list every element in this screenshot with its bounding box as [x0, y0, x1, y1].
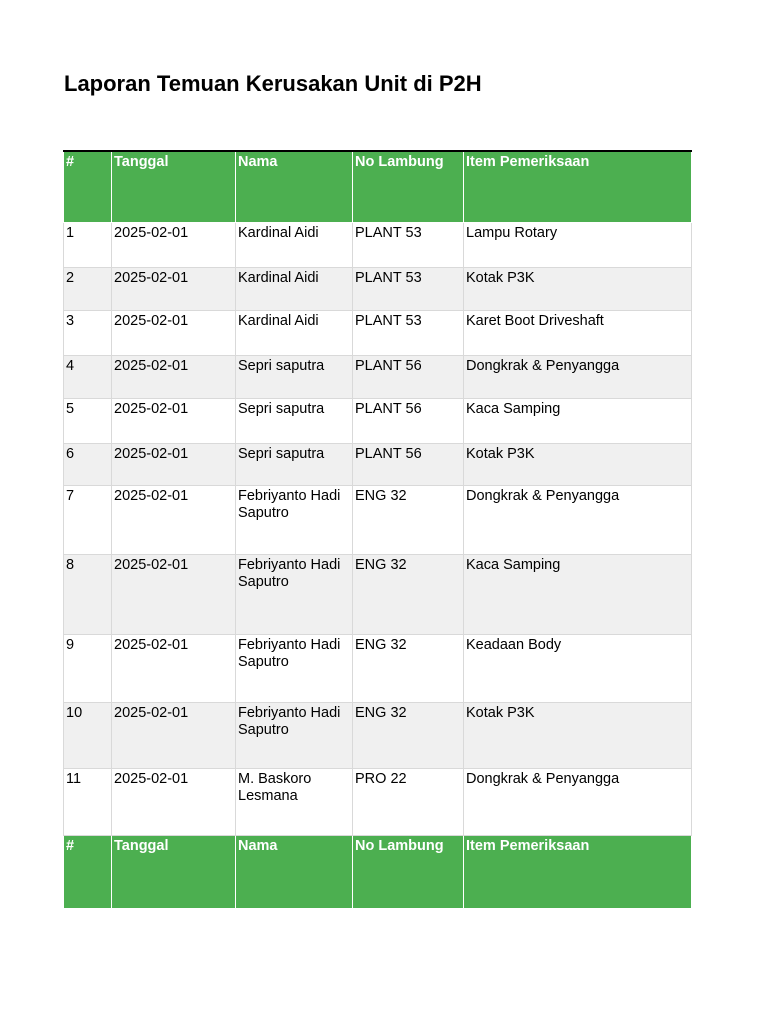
cell-no-lambung: PLANT 56 — [353, 355, 464, 398]
cell-item-pemeriksaan: Karet Boot Driveshaft — [464, 310, 692, 355]
cell-number: 8 — [64, 554, 112, 634]
table-row — [64, 702, 692, 768]
cell-tanggal: 2025-02-01 — [112, 702, 236, 768]
cell-tanggal: 2025-02-01 — [112, 634, 236, 702]
cell-nama: Febriyanto Hadi Saputro — [236, 485, 353, 554]
cell-nama: Febriyanto Hadi Saputro — [236, 702, 353, 768]
cell-item-pemeriksaan: Dongkrak & Penyangga — [464, 485, 692, 554]
cell-number: 7 — [64, 485, 112, 554]
cell-tanggal: 2025-02-01 — [112, 310, 236, 355]
cell-number: 6 — [64, 443, 112, 485]
cell-number: 2 — [64, 267, 112, 310]
cell-number: 10 — [64, 702, 112, 768]
cell-number: 5 — [64, 398, 112, 443]
cell-tanggal: 2025-02-01 — [112, 485, 236, 554]
cell-item-pemeriksaan: Kotak P3K — [464, 443, 692, 485]
cell-nama: Kardinal Aidi — [236, 222, 353, 267]
cell-number: 1 — [64, 222, 112, 267]
cell-nama: Kardinal Aidi — [236, 310, 353, 355]
table-row — [64, 267, 692, 310]
footer-item-pemeriksaan: Item Pemeriksaan — [464, 835, 692, 908]
cell-tanggal: 2025-02-01 — [112, 222, 236, 267]
cell-tanggal: 2025-02-01 — [112, 443, 236, 485]
cell-item-pemeriksaan: Kotak P3K — [464, 702, 692, 768]
header-item-pemeriksaan: Item Pemeriksaan — [464, 151, 692, 222]
cell-item-pemeriksaan: Kaca Samping — [464, 554, 692, 634]
cell-number: 3 — [64, 310, 112, 355]
header-nama: Nama — [236, 151, 353, 222]
cell-nama: Sepri saputra — [236, 355, 353, 398]
table-footer-row — [64, 835, 692, 908]
cell-nama: Kardinal Aidi — [236, 267, 353, 310]
cell-nama: Sepri saputra — [236, 443, 353, 485]
cell-no-lambung: ENG 32 — [353, 634, 464, 702]
footer-nama: Nama — [236, 835, 353, 908]
cell-nama: Febriyanto Hadi Saputro — [236, 634, 353, 702]
cell-number: 9 — [64, 634, 112, 702]
cell-nama: Febriyanto Hadi Saputro — [236, 554, 353, 634]
footer-number: # — [64, 835, 112, 908]
cell-no-lambung: PLANT 56 — [353, 398, 464, 443]
cell-nama: M. Baskoro Lesmana — [236, 768, 353, 835]
cell-no-lambung: PLANT 56 — [353, 443, 464, 485]
footer-tanggal: Tanggal — [112, 835, 236, 908]
cell-tanggal: 2025-02-01 — [112, 355, 236, 398]
cell-no-lambung: ENG 32 — [353, 702, 464, 768]
table-row — [64, 554, 692, 634]
header-number: # — [64, 151, 112, 222]
table-body — [64, 222, 692, 835]
cell-no-lambung: ENG 32 — [353, 485, 464, 554]
cell-tanggal: 2025-02-01 — [112, 768, 236, 835]
cell-tanggal: 2025-02-01 — [112, 554, 236, 634]
cell-item-pemeriksaan: Kotak P3K — [464, 267, 692, 310]
footer-no-lambung: No Lambung — [353, 835, 464, 908]
header-tanggal: Tanggal — [112, 151, 236, 222]
cell-item-pemeriksaan: Kaca Samping — [464, 398, 692, 443]
table-row — [64, 310, 692, 355]
cell-item-pemeriksaan: Dongkrak & Penyangga — [464, 355, 692, 398]
table-row — [64, 222, 692, 267]
cell-no-lambung: ENG 32 — [353, 554, 464, 634]
cell-number: 11 — [64, 768, 112, 835]
table-row — [64, 398, 692, 443]
table-header-row — [64, 151, 692, 222]
cell-number: 4 — [64, 355, 112, 398]
cell-tanggal: 2025-02-01 — [112, 267, 236, 310]
cell-item-pemeriksaan: Keadaan Body — [464, 634, 692, 702]
table-row — [64, 485, 692, 554]
cell-tanggal: 2025-02-01 — [112, 398, 236, 443]
header-no-lambung: No Lambung — [353, 151, 464, 222]
cell-no-lambung: PLANT 53 — [353, 222, 464, 267]
cell-item-pemeriksaan: Dongkrak & Penyangga — [464, 768, 692, 835]
table-row — [64, 443, 692, 485]
cell-no-lambung: PLANT 53 — [353, 267, 464, 310]
page-title: Laporan Temuan Kerusakan Unit di P2H — [64, 71, 482, 96]
report-table — [63, 150, 692, 909]
cell-item-pemeriksaan: Lampu Rotary — [464, 222, 692, 267]
table-row — [64, 355, 692, 398]
table-row — [64, 768, 692, 835]
table-row — [64, 634, 692, 702]
cell-nama: Sepri saputra — [236, 398, 353, 443]
cell-no-lambung: PLANT 53 — [353, 310, 464, 355]
cell-no-lambung: PRO 22 — [353, 768, 464, 835]
